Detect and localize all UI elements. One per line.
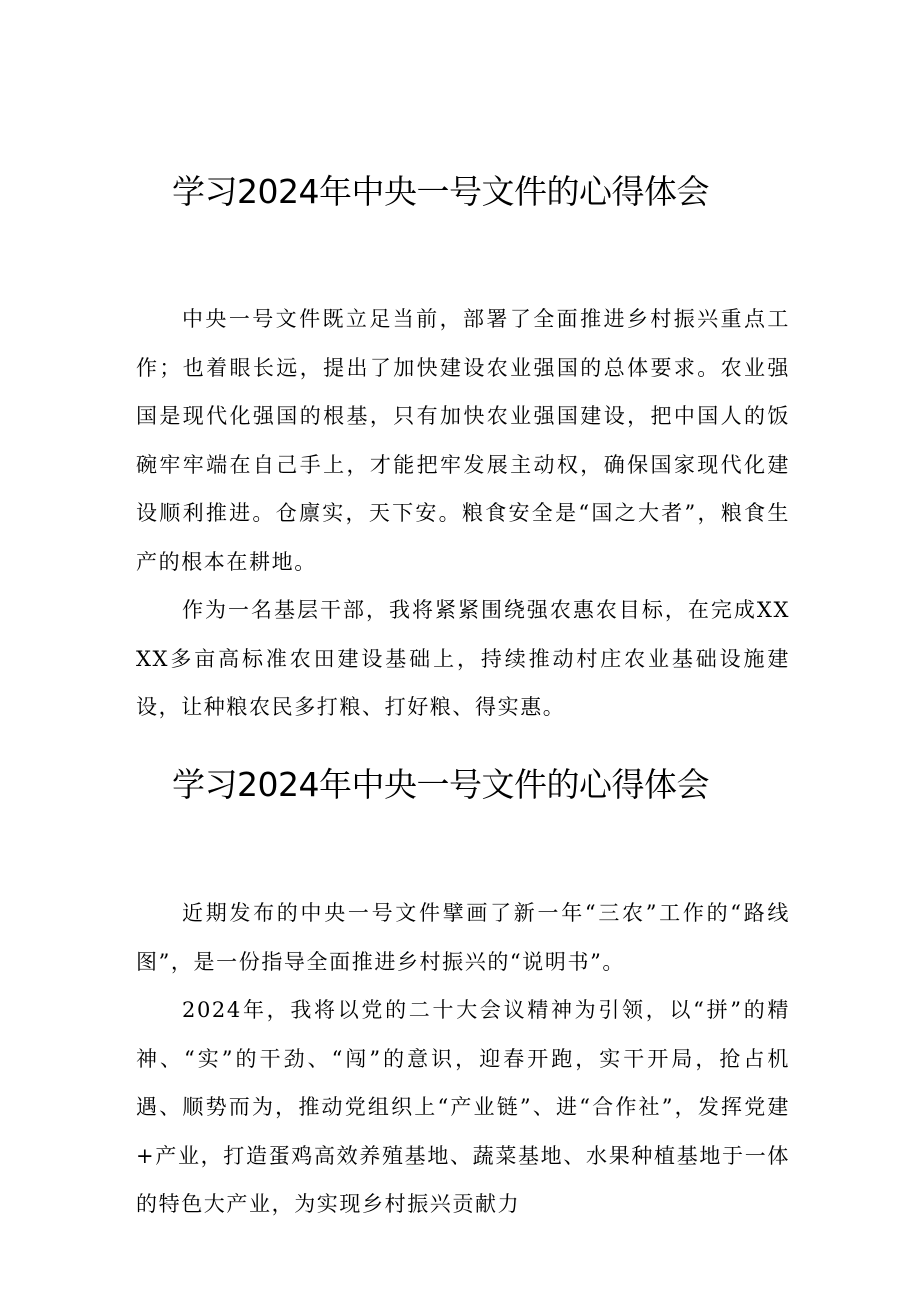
- article-section-1: [136, 170, 790, 732]
- article-paragraph: 2024年，我将以党的二十大会议精神为引领，以“拼”的精神、“实”的干劲、“闯”的意识，迎春开跑，实干开局，抢占机遇、顺势而为，推动党组织上“产业链”、进“合作社”，发挥党建+产业，打造蛋鸡高效养殖基地、蔬菜基地、水果种植基地于一体的特色大产业，为实现乡村振兴贡献力: [136, 998, 790, 1216]
- article-paragraph: 中央一号文件既立足当前，部署了全面推进乡村振兴重点工作；也着眼长远，提出了加快建设农业强国的总体要求。农业强国是现代化强国的根基，只有加快农业强国建设，把中国人的饭碗牢牢端在自己手上，才能把牢发展主动权，确保国家现代化建设顺利推进。仓廪实，天下安。粮食安全是“国之大者”，粮食生产的根本在耕地。: [136, 307, 790, 574]
- article-section-2: [136, 763, 790, 1229]
- article-title: 学习2024年中央一号文件的心得体会: [172, 172, 709, 211]
- article-title: 学习2024年中央一号文件的心得体会: [172, 765, 709, 804]
- article-paragraph: 近期发布的中央一号文件擘画了新一年“三农”工作的“路线图”，是一份指导全面推进乡村振兴的“说明书”。: [136, 901, 790, 974]
- article-paragraph: 作为一名基层干部，我将紧紧围绕强农惠农目标，在完成XXXX多亩高标准农田建设基础上，持续推动村庄农业基础设施建设，让种粮农民多打粮、打好粮、得实惠。: [136, 598, 790, 719]
